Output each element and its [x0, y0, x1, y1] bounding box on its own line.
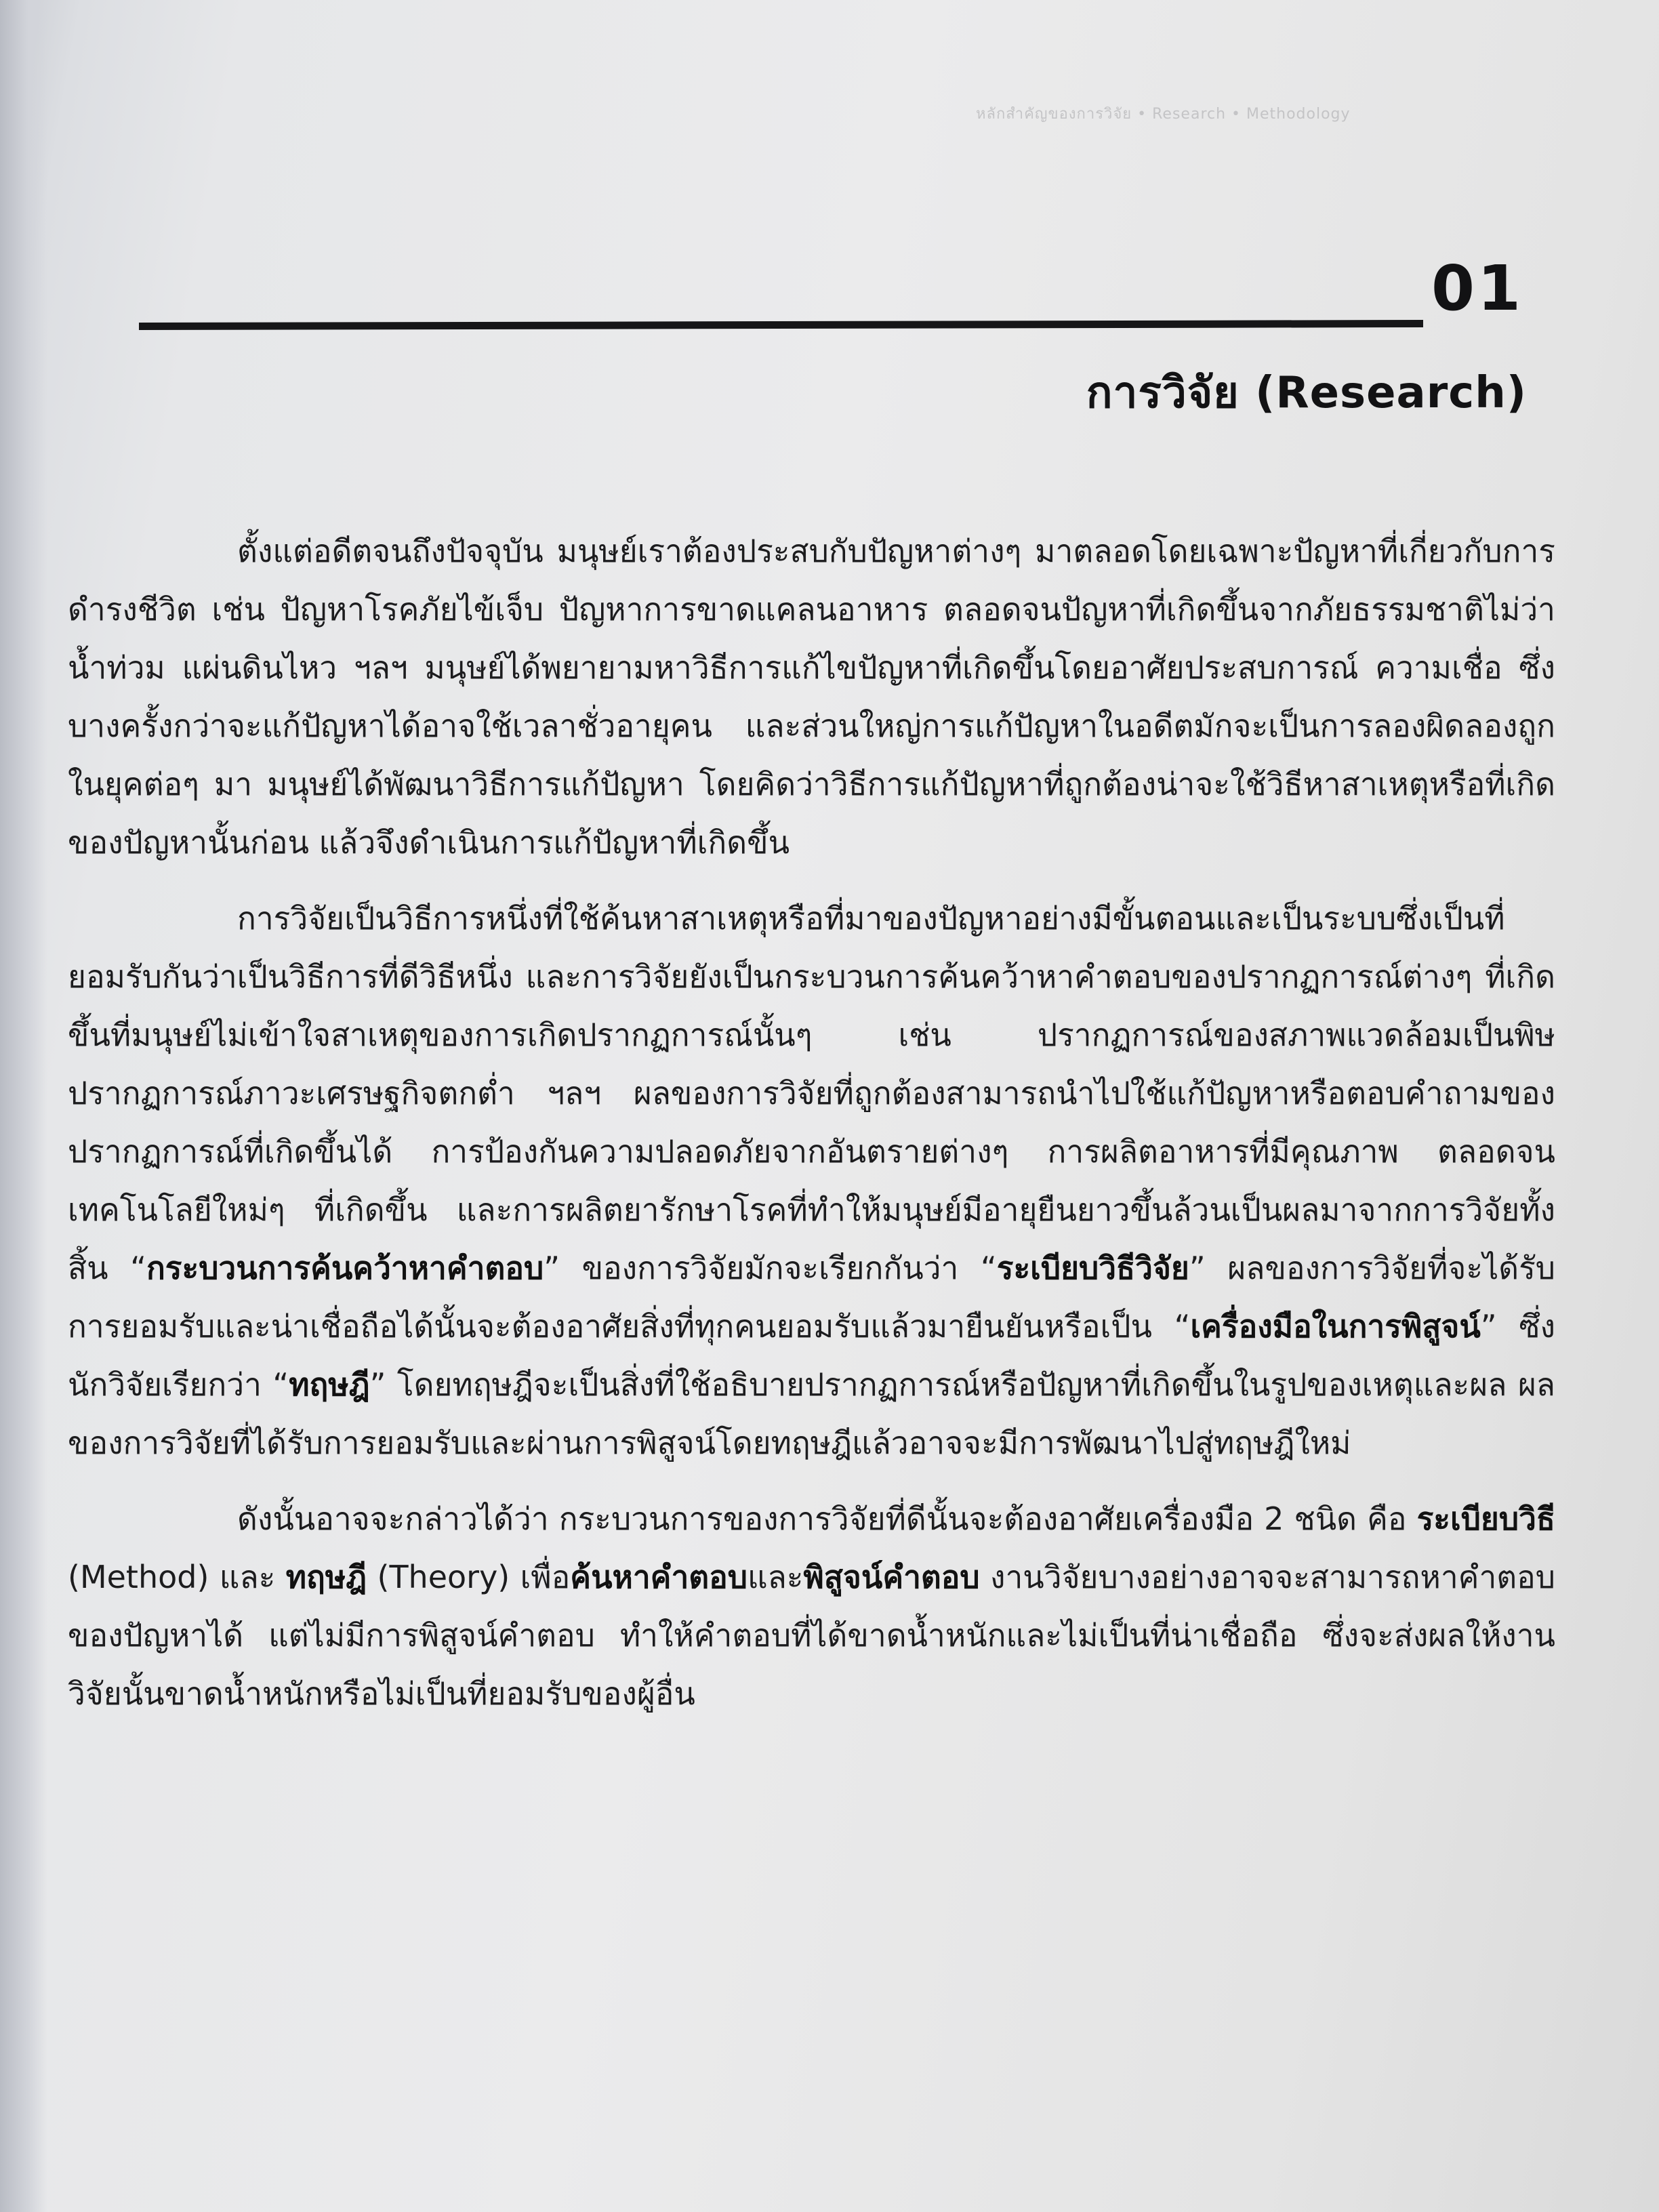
bold-term-prove-answer: พิสูจน์คำตอบ	[803, 1559, 980, 1595]
paragraph-2-text: ” ผลของการวิจัยที่จะได้รับการยอมรับและน่าเชื่อถือได้นั้นจะต้องอาศัยสิ่งที่ทุกคนยอมรับแล้วมายืนยันหรือเป็น “	[68, 1250, 1555, 1345]
bold-term-research-methodology: ระเบียบวิธีวิจัย	[996, 1250, 1189, 1286]
bold-term-find-answer: ค้นหาคำตอบ	[570, 1559, 747, 1595]
paragraph-3-text: (Method) และ	[68, 1559, 286, 1595]
paragraph-2	[68, 889, 1555, 1472]
paragraph-2-text: การวิจัยเป็นวิธีการหนึ่งที่ใช้ค้นหาสาเหตุหรือที่มาของปัญหาอย่างมีขั้นตอนและเป็นระบบซึ่งเป็นที่ยอมรับกันว่าเป็นวิธีการที่ดีวิธีหนึ่ง และการวิจัยยังเป็นกระบวนการค้นคว้าหาคำตอบของปรากฏการณ์ต่างๆ ที่เกิดขึ้นที่มนุษย์ไม่เข้าใจสาเหตุของการเกิดปรากฏการณ์นั้นๆ เช่น ปรากฏการณ์ของสภาพแวดล้อมเป็นพิษ ปรากฏการณ์ภาวะเศรษฐกิจตกต่ำ ฯลฯ ผลของการวิจัยที่ถูกต้องสามารถนำไปใช้แก้ปัญหาหรือตอบคำถามของปรากฏการณ์ที่เกิดขึ้นได้ การป้องกันความปลอดภัยจากอันตรายต่างๆ การผลิตอาหารที่มีคุณภาพ ตลอดจนเทคโนโลยีใหม่ๆ ที่เกิดขึ้น และการผลิตยารักษาโรคที่ทำให้มนุษย์มีอายุยืนยาวขึ้นล้วนเป็นผลมาจากการวิจัยทั้งสิ้น “	[68, 900, 1555, 1286]
chapter-number: 01	[1431, 252, 1523, 325]
paragraph-3-text: งานวิจัยบางอย่างอาจจะสามารถหาคำตอบของปัญหาได้ แต่ไม่มีการพิสูจน์คำตอบ ทำให้คำตอบที่ได้ขาดน้ำหนักและไม่เป็นที่น่าเชื่อถือ ซึ่งจะส่งผลให้งานวิจัยนั้นขาดน้ำหนักหรือไม่เป็นที่ยอมรับของผู้อื่น	[68, 1559, 1555, 1712]
bold-term-theory: ทฤษฎี	[289, 1366, 370, 1403]
paragraph-2-text: ” โดยทฤษฎีจะเป็นสิ่งที่ใช้อธิบายปรากฏการณ์หรือปัญหาที่เกิดขึ้นในรูปของเหตุและผล ผลของการวิจัยที่ได้รับการยอมรับและผ่านการพิสูจน์โดยทฤษฎีแล้วอาจจะมีการพัฒนาไปสู่ทฤษฎีใหม่	[68, 1366, 1555, 1461]
paragraph-3-text: ดังนั้นอาจจะกล่าวได้ว่า กระบวนการของการวิจัยที่ดีนั้นจะต้องอาศัยเครื่องมือ 2 ชนิด คือ	[237, 1500, 1417, 1537]
paragraph-2-text: ” ของการวิจัยมักจะเรียกกันว่า “	[544, 1250, 997, 1286]
paragraph-3-text: (Theory) เพื่อ	[367, 1559, 571, 1595]
paragraph-2-text: ” ซึ่งนักวิจัยเรียกว่า “	[68, 1308, 1555, 1403]
book-gutter-shadow	[0, 0, 47, 2212]
running-header: หลักสำคัญของการวิจัย • Research • Methodology	[976, 106, 1351, 123]
bold-term-theory-2: ทฤษฎี	[285, 1559, 367, 1595]
chapter-title: การวิจัย (Research)	[1086, 368, 1527, 418]
paragraph-3	[68, 1490, 1555, 1723]
bold-term-method: ระเบียบวิธี	[1416, 1500, 1555, 1537]
bold-term-proof-tool: เครื่องมือในการพิสูจน์	[1190, 1308, 1481, 1345]
bold-term-research-process: กระบวนการค้นคว้าหาคำตอบ	[146, 1250, 544, 1286]
paragraph-1: ตั้งแต่อดีตจนถึงปัจจุบัน มนุษย์เราต้องประสบกับปัญหาต่างๆ มาตลอดโดยเฉพาะปัญหาที่เกี่ยวกับการดำรงชีวิต เช่น ปัญหาโรคภัยไข้เจ็บ ปัญหาการขาดแคลนอาหาร ตลอดจนปัญหาที่เกิดขึ้นจากภัยธรรมชาติไม่ว่าน้ำท่วม แผ่นดินไหว ฯลฯ มนุษย์ได้พยายามหาวิธีการแก้ไขปัญหาที่เกิดขึ้นโดยอาศัยประสบการณ์ ความเชื่อ ซึ่งบางครั้งกว่าจะแก้ปัญหาได้อาจใช้เวลาชั่วอายุคน และส่วนใหญ่การแก้ปัญหาในอดีตมักจะเป็นการลองผิดลองถูก ในยุคต่อๆ มา มนุษย์ได้พัฒนาวิธีการแก้ปัญหา โดยคิดว่าวิธีการแก้ปัญหาที่ถูกต้องน่าจะใช้วิธีหาสาเหตุหรือที่เกิดของปัญหานั้นก่อน แล้วจึงดำเนินการแก้ปัญหาที่เกิดขึ้น	[68, 533, 1555, 861]
body-text	[68, 522, 1555, 1740]
chapter-divider-rule	[139, 320, 1423, 330]
paragraph-3-text: และ	[747, 1559, 804, 1595]
